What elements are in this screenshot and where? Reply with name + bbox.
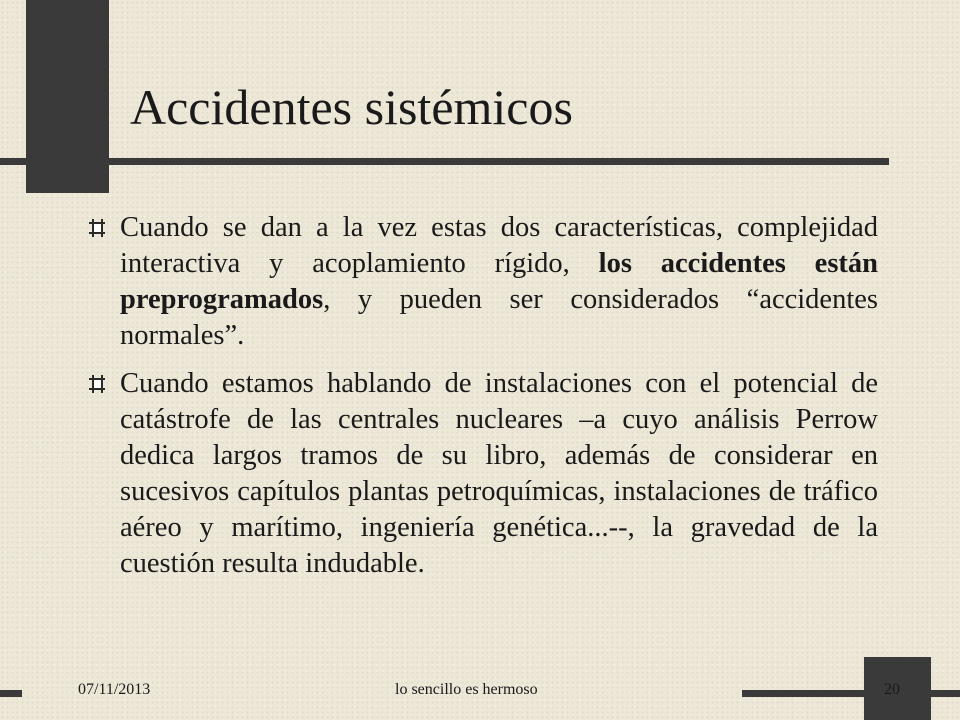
bullet-item — [88, 366, 878, 582]
bullet-text-part: Cuando se dan a la vez estas dos características, complejidad interactiva y acoplamiento rígido, — [120, 212, 878, 279]
bullet-text-part: Cuando estamos hablando de instalaciones con el potencial de catástrofe de las centrales nucleares –a cuyo análisis Perrow dedica largos tramos de su libro, además de considerar en sucesivos capítulos plantas petroquímicas, instalaciones de tráfico aéreo y marítimo, ingeniería genética...--, la gravedad de la cuestión resulta indudable. — [120, 368, 878, 579]
title-underline — [0, 158, 889, 165]
page-number: 20 — [884, 681, 900, 698]
footer-line-left — [0, 690, 22, 697]
bullet-text-emphasis: los accidentes están preprogramados — [120, 248, 878, 315]
bullet-list — [88, 210, 878, 594]
bullet-text — [120, 366, 878, 582]
square-bullet-icon — [88, 374, 106, 394]
bullet-text — [120, 210, 878, 354]
square-bullet-icon — [88, 218, 106, 238]
footer-date: 07/11/2013 — [78, 681, 151, 698]
bullet-item — [88, 210, 878, 354]
footer-title: lo sencillo es hermoso — [395, 681, 538, 698]
slide-title: Accidentes sistémicos — [130, 79, 573, 135]
bullet-text-part: , y pueden ser considerados “accidentes normales”. — [120, 284, 878, 351]
